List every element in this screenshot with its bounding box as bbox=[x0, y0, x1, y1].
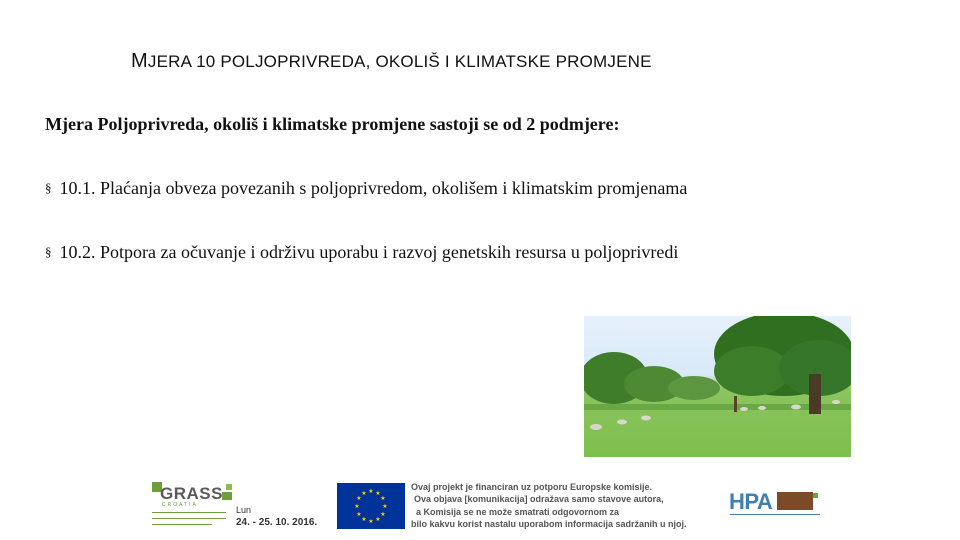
event-label: Lun bbox=[236, 505, 252, 515]
eu-disclaimer-line: a Komisija se ne može smatrati odgovornom za bbox=[416, 506, 620, 517]
eu-flag-icon bbox=[337, 483, 405, 529]
title-capital: M bbox=[131, 50, 148, 72]
bullet-text: 10.1. Plaćanja obveza povezanih s poljoprivredom, okolišem i klimatskim promjenama bbox=[59, 178, 688, 198]
svg-text:★: ★ bbox=[356, 511, 362, 518]
eu-disclaimer-line: bilo kakvu korist nastalu uporabom informacija sadržanih u njoj. bbox=[411, 519, 687, 530]
eu-stars bbox=[337, 483, 405, 529]
hpa-logo-text: HPA bbox=[729, 489, 773, 514]
eu-disclaimer-line: Ova objava [komunikacija] odražava samo stavove autora, bbox=[414, 494, 664, 505]
slide-title bbox=[131, 50, 652, 73]
svg-text:★: ★ bbox=[356, 495, 362, 502]
svg-text:★: ★ bbox=[375, 516, 381, 523]
svg-text:★: ★ bbox=[382, 503, 388, 510]
event-date: 24. - 25. 10. 2016. bbox=[236, 517, 318, 528]
svg-text:★: ★ bbox=[380, 511, 386, 518]
eu-disclaimer bbox=[411, 481, 711, 531]
hpa-logo-block-icon bbox=[777, 492, 813, 510]
svg-text:★: ★ bbox=[361, 490, 367, 497]
svg-text:★: ★ bbox=[375, 490, 381, 497]
grass-logo-subtext: CROATIA bbox=[162, 502, 198, 508]
meadow-scene bbox=[584, 316, 851, 457]
svg-text:★: ★ bbox=[380, 495, 386, 502]
bullet-item-10-2 bbox=[45, 242, 678, 263]
svg-text:★: ★ bbox=[368, 488, 374, 495]
title-rest: JERA 10 POLJOPRIVREDA, OKOLIŠ I KLIMATSKE PROMJENE bbox=[147, 52, 652, 71]
bullet-icon: § bbox=[45, 244, 52, 259]
hpa-logo-underline bbox=[730, 514, 820, 515]
svg-text:★: ★ bbox=[368, 518, 374, 525]
svg-text:★: ★ bbox=[361, 516, 367, 523]
bullet-text: 10.2. Potpora za očuvanje i održivu uporabu i razvoj genetskih resursa u poljoprivredi bbox=[59, 242, 679, 262]
grass-logo-text: GRASS bbox=[160, 484, 223, 503]
bullet-icon: § bbox=[45, 180, 52, 195]
meadow-tree-photo bbox=[584, 316, 851, 457]
svg-text:★: ★ bbox=[354, 503, 360, 510]
hpa-logo-accent-icon bbox=[813, 493, 818, 498]
bullet-item-10-1 bbox=[45, 178, 687, 199]
intro-text: Mjera Poljoprivreda, okoliš i klimatske promjene sastoji se od 2 podmjere: bbox=[45, 114, 620, 134]
eu-disclaimer-line: Ovaj projekt je financiran uz potporu Europske komisije. bbox=[411, 482, 653, 492]
